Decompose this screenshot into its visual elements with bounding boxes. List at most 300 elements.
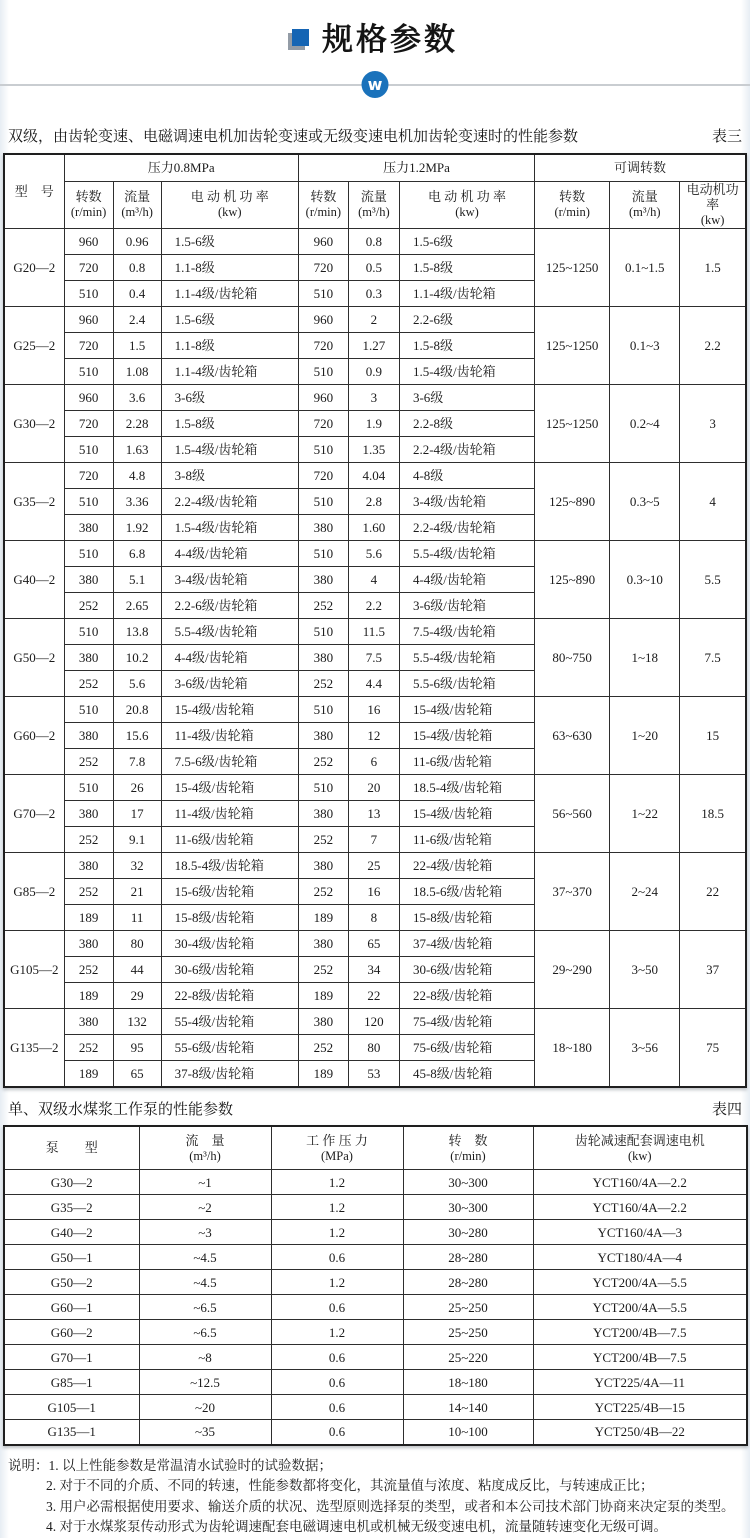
table-cell: 5.5-4级/齿轮箱 <box>161 619 298 645</box>
table-cell: ~8 <box>139 1345 271 1370</box>
table-cell: 0.4 <box>113 281 161 307</box>
col-group-adjustable-speed: 可调转数 <box>535 154 746 181</box>
model-cell: G30—2 <box>4 1170 139 1195</box>
col-header-gear-motor: 齿轮减速配套调速电机 (kw) <box>533 1126 747 1170</box>
model-cell: G35—2 <box>4 463 64 541</box>
adjust-cell: 0.3~5 <box>610 463 680 541</box>
table-cell: 3-6级/齿轮箱 <box>161 671 298 697</box>
table-cell: 30~300 <box>403 1170 533 1195</box>
table-cell: 380 <box>64 567 113 593</box>
table-cell: 252 <box>64 1035 113 1061</box>
table-cell: 1.60 <box>348 515 399 541</box>
table-cell: 75-4级/齿轮箱 <box>399 1009 534 1035</box>
table-cell: ~1 <box>139 1170 271 1195</box>
table-cell: 0.96 <box>113 229 161 255</box>
table-cell: 510 <box>298 437 348 463</box>
table-cell: 30~300 <box>403 1195 533 1220</box>
table-cell: 55-4级/齿轮箱 <box>161 1009 298 1035</box>
table-cell: 380 <box>298 567 348 593</box>
adjust-cell: 125~1250 <box>535 385 610 463</box>
table-cell: 189 <box>298 905 348 931</box>
table-cell: 720 <box>298 463 348 489</box>
table-cell: 7 <box>348 827 399 853</box>
table-cell: 3-6级/齿轮箱 <box>399 593 534 619</box>
table-cell: 17 <box>113 801 161 827</box>
table-cell: YCT200/4B—7.5 <box>533 1345 747 1370</box>
col-group-pressure-08mpa: 压力0.8MPa <box>64 154 298 181</box>
table-cell: 15-8级/齿轮箱 <box>399 905 534 931</box>
adjust-cell: 0.1~1.5 <box>610 229 680 307</box>
table-row <box>4 775 746 801</box>
table-cell: 252 <box>64 593 113 619</box>
model-cell: G20—2 <box>4 229 64 307</box>
table-cell: 252 <box>64 879 113 905</box>
note-text: 3. 用户必需根据使用要求、输送介质的状况、选型原则选择泵的类型，或者和本公司技术部门协商来决定泵的类型。 <box>46 1498 735 1514</box>
note-text: 4. 对于水煤浆泵传动形式为齿轮调速配套电磁调速电机或机械无级变速电机，流量随转速变化无级可调。 <box>46 1519 667 1535</box>
table-cell: 380 <box>298 1009 348 1035</box>
table-cell: 252 <box>298 827 348 853</box>
adjust-cell: 5.5 <box>680 541 746 619</box>
table-cell: 0.3 <box>348 281 399 307</box>
table-cell: 132 <box>113 1009 161 1035</box>
table-cell: ~3 <box>139 1220 271 1245</box>
table-row <box>4 1395 747 1420</box>
adjust-cell: 1.5 <box>680 229 746 307</box>
table-cell: 960 <box>298 229 348 255</box>
table-cell: 11-4级/齿轮箱 <box>161 801 298 827</box>
table-row <box>4 853 746 879</box>
table-cell: 252 <box>298 879 348 905</box>
table-cell: 960 <box>64 307 113 333</box>
col-header-motor-power: 电 动 机 功 率 (kw) <box>399 181 534 229</box>
table-cell: 510 <box>64 489 113 515</box>
table-cell: YCT250/4B—22 <box>533 1420 747 1445</box>
table-cell: 380 <box>64 723 113 749</box>
table-cell: 2.2-4级/齿轮箱 <box>161 489 298 515</box>
model-cell: G85—2 <box>4 853 64 931</box>
table-cell: YCT160/4A—2.2 <box>533 1195 747 1220</box>
table-cell: 1.5-4级/齿轮箱 <box>161 515 298 541</box>
adjust-cell: 2.2 <box>680 307 746 385</box>
note-line <box>8 1456 747 1477</box>
table-cell: 189 <box>64 1061 113 1087</box>
table-cell: 20.8 <box>113 697 161 723</box>
model-cell: G50—2 <box>4 1270 139 1295</box>
table-cell: 0.5 <box>348 255 399 281</box>
table-cell: ~4.5 <box>139 1245 271 1270</box>
table-cell: 30~280 <box>403 1220 533 1245</box>
table-cell: 4.04 <box>348 463 399 489</box>
table-cell: 0.6 <box>271 1345 403 1370</box>
adjust-cell: 18~180 <box>535 1009 610 1087</box>
table-cell: 120 <box>348 1009 399 1035</box>
table-cell: 18.5-4级/齿轮箱 <box>161 853 298 879</box>
col-header-flow: 流量 (m³/h) <box>113 181 161 229</box>
title-accent-square-icon <box>292 29 309 46</box>
model-cell: G105—2 <box>4 931 64 1009</box>
table-cell: 28~280 <box>403 1245 533 1270</box>
table-cell: YCT200/4A—5.5 <box>533 1295 747 1320</box>
page-title <box>3 12 747 60</box>
model-cell: G50—1 <box>4 1245 139 1270</box>
col-header-flow: 流量 (m³/h) <box>348 181 399 229</box>
table-cell: 0.9 <box>348 359 399 385</box>
table-cell: 0.6 <box>271 1370 403 1395</box>
table-cell: 5.6 <box>348 541 399 567</box>
note-line <box>8 1497 747 1518</box>
table-cell: 28~280 <box>403 1270 533 1295</box>
table-cell: 960 <box>64 229 113 255</box>
table-row <box>4 1170 747 1195</box>
table-cell: 14~140 <box>403 1395 533 1420</box>
table-cell: 510 <box>64 437 113 463</box>
table-cell: 5.5-4级/齿轮箱 <box>399 645 534 671</box>
table-cell: 510 <box>298 619 348 645</box>
table-cell: 720 <box>64 411 113 437</box>
adjust-cell: 75 <box>680 1009 746 1087</box>
table-cell: 15-4级/齿轮箱 <box>161 697 298 723</box>
table-row <box>4 1009 746 1035</box>
table-cell: YCT200/4B—7.5 <box>533 1320 747 1345</box>
table-cell: 3 <box>348 385 399 411</box>
table-cell: 12 <box>348 723 399 749</box>
page-title-text: 规格参数 <box>322 21 458 57</box>
table-cell: 21 <box>113 879 161 905</box>
adjust-cell: 37 <box>680 931 746 1009</box>
table-cell: 4-4级/齿轮箱 <box>399 567 534 593</box>
table-cell: 25 <box>348 853 399 879</box>
table-cell: 11 <box>113 905 161 931</box>
table-row <box>4 1295 747 1320</box>
adjust-cell: 0.1~3 <box>610 307 680 385</box>
table-cell: 510 <box>298 775 348 801</box>
table-cell: 25~220 <box>403 1345 533 1370</box>
table-cell: 1.5-6级 <box>161 229 298 255</box>
table-cell: 2.8 <box>348 489 399 515</box>
model-cell: G135—1 <box>4 1420 139 1445</box>
table-cell: 75-6级/齿轮箱 <box>399 1035 534 1061</box>
table-cell: 1.5-6级 <box>399 229 534 255</box>
adjust-cell: 22 <box>680 853 746 931</box>
table-cell: 252 <box>298 957 348 983</box>
adjust-cell: 37~370 <box>535 853 610 931</box>
table-cell: 1.5-4级/齿轮箱 <box>399 359 534 385</box>
table-row <box>4 1420 747 1445</box>
table-cell: 29 <box>113 983 161 1009</box>
section-divider <box>3 70 747 102</box>
table-cell: 189 <box>64 983 113 1009</box>
table-cell: 18~180 <box>403 1370 533 1395</box>
table-cell: YCT225/4A—11 <box>533 1370 747 1395</box>
table-cell: 1.1-4级/齿轮箱 <box>399 281 534 307</box>
table-cell: 2.2 <box>348 593 399 619</box>
table-cell: 5.5-4级/齿轮箱 <box>399 541 534 567</box>
note-line <box>8 1476 747 1497</box>
table-cell: 80 <box>113 931 161 957</box>
table-cell: 8 <box>348 905 399 931</box>
table-cell: 5.1 <box>113 567 161 593</box>
table-cell: 1.2 <box>271 1170 403 1195</box>
col-header-flow: 流 量 (m³/h) <box>139 1126 271 1170</box>
col-header-speed: 转 数 (r/min) <box>403 1126 533 1170</box>
model-cell: G35—2 <box>4 1195 139 1220</box>
table-cell: 380 <box>298 645 348 671</box>
table-cell: 7.8 <box>113 749 161 775</box>
table-cell: 0.6 <box>271 1245 403 1270</box>
model-cell: G60—1 <box>4 1295 139 1320</box>
table-cell: 5.5-6级/齿轮箱 <box>399 671 534 697</box>
table-cell: 2.28 <box>113 411 161 437</box>
table-cell: 252 <box>64 827 113 853</box>
adjust-cell: 3~50 <box>610 931 680 1009</box>
table-cell: 15-6级/齿轮箱 <box>161 879 298 905</box>
table-cell: 7.5 <box>348 645 399 671</box>
col-header-working-pressure: 工 作 压 力 (MPa) <box>271 1126 403 1170</box>
table-cell: 252 <box>64 749 113 775</box>
table4-label: 表四 <box>711 1101 742 1118</box>
table-row <box>4 1270 747 1295</box>
table-cell: 1.92 <box>113 515 161 541</box>
table3-label: 表三 <box>711 129 742 145</box>
table-cell: 22-8级/齿轮箱 <box>161 983 298 1009</box>
table-row <box>4 1345 747 1370</box>
model-cell: G70—2 <box>4 775 64 853</box>
model-cell: G30—2 <box>4 385 64 463</box>
table3-caption: 双级，由齿轮变速、电磁调速电机加齿轮变速或无级变速电机加齿轮变速时的性能参数 <box>8 129 579 145</box>
table-cell: 4-4级/齿轮箱 <box>161 645 298 671</box>
table-cell: 189 <box>298 983 348 1009</box>
table-cell: 510 <box>64 697 113 723</box>
table-cell: 11-6级/齿轮箱 <box>399 827 534 853</box>
table-cell: 380 <box>64 853 113 879</box>
adjust-cell: 0.2~4 <box>610 385 680 463</box>
table-cell: 13.8 <box>113 619 161 645</box>
table-cell: YCT225/4B—15 <box>533 1395 747 1420</box>
table-cell: 189 <box>298 1061 348 1087</box>
col-header-speed: 转数 (r/min) <box>535 181 610 229</box>
table3-header-sub-row <box>4 181 746 229</box>
adjust-cell: 125~890 <box>535 463 610 541</box>
table-cell: 65 <box>348 931 399 957</box>
table-cell: 0.8 <box>348 229 399 255</box>
table-cell: 26 <box>113 775 161 801</box>
table-cell: 55-6级/齿轮箱 <box>161 1035 298 1061</box>
table-cell: 30-4级/齿轮箱 <box>161 931 298 957</box>
table-cell: 37-8级/齿轮箱 <box>161 1061 298 1087</box>
adjust-cell: 63~630 <box>535 697 610 775</box>
table-cell: 22-8级/齿轮箱 <box>399 983 534 1009</box>
table-cell: 25~250 <box>403 1320 533 1345</box>
table-cell: 380 <box>298 801 348 827</box>
table4-caption: 单、双级水煤浆工作泵的性能参数 <box>8 1101 234 1118</box>
table-cell: 0.6 <box>271 1295 403 1320</box>
table-cell: 1.27 <box>348 333 399 359</box>
slurry-pump-performance-table <box>3 1125 748 1446</box>
table-cell: 1.5-6级 <box>161 307 298 333</box>
table-cell: 380 <box>298 723 348 749</box>
table-cell: 510 <box>64 775 113 801</box>
model-cell: G70—1 <box>4 1345 139 1370</box>
model-cell: G105—1 <box>4 1395 139 1420</box>
table-cell: 510 <box>298 541 348 567</box>
table-cell: 3-4级/齿轮箱 <box>161 567 298 593</box>
adjust-cell: 7.5 <box>680 619 746 697</box>
table-cell: 510 <box>64 359 113 385</box>
table-cell: 15-4级/齿轮箱 <box>399 697 534 723</box>
table-cell: 960 <box>64 385 113 411</box>
table-cell: ~12.5 <box>139 1370 271 1395</box>
table-cell: 380 <box>298 515 348 541</box>
adjust-cell: 18.5 <box>680 775 746 853</box>
table-cell: ~4.5 <box>139 1270 271 1295</box>
table-cell: 252 <box>64 957 113 983</box>
table-cell: 380 <box>64 1009 113 1035</box>
table-cell: 30-6级/齿轮箱 <box>161 957 298 983</box>
adjust-cell: 15 <box>680 697 746 775</box>
table-cell: 1.35 <box>348 437 399 463</box>
table-cell: 9.1 <box>113 827 161 853</box>
table-cell: 1.5-8级 <box>399 255 534 281</box>
table-cell: 15-4级/齿轮箱 <box>161 775 298 801</box>
adjust-cell: 1~20 <box>610 697 680 775</box>
table-cell: 4.4 <box>348 671 399 697</box>
table-cell: 720 <box>64 463 113 489</box>
table-cell: 1.2 <box>271 1270 403 1295</box>
table-cell: 15-4级/齿轮箱 <box>399 801 534 827</box>
table-cell: 960 <box>298 385 348 411</box>
model-cell: G50—2 <box>4 619 64 697</box>
table-cell: 1.08 <box>113 359 161 385</box>
table4-header-row <box>4 1126 747 1170</box>
table-cell: 16 <box>348 697 399 723</box>
table-cell: 11-6级/齿轮箱 <box>399 749 534 775</box>
table-cell: 380 <box>64 931 113 957</box>
table-cell: 6.8 <box>113 541 161 567</box>
table-cell: 720 <box>64 255 113 281</box>
adjust-cell: 80~750 <box>535 619 610 697</box>
table-cell: 18.5-4级/齿轮箱 <box>399 775 534 801</box>
table-cell: 1.5 <box>113 333 161 359</box>
table-cell: YCT160/4A—3 <box>533 1220 747 1245</box>
table-cell: 380 <box>64 515 113 541</box>
table-row <box>4 931 746 957</box>
model-cell: G85—1 <box>4 1370 139 1395</box>
adjust-cell: 4 <box>680 463 746 541</box>
table-cell: 16 <box>348 879 399 905</box>
col-header-motor-power: 电 动 机 功 率 (kw) <box>161 181 298 229</box>
table-cell: 4-8级 <box>399 463 534 489</box>
table-cell: 2.4 <box>113 307 161 333</box>
table-cell: 510 <box>298 281 348 307</box>
col-header-speed: 转数 (r/min) <box>298 181 348 229</box>
col-header-flow: 流量 (m³/h) <box>610 181 680 229</box>
notes-label: 说明： <box>8 1457 49 1473</box>
table-cell: 380 <box>64 645 113 671</box>
table-cell: 4-4级/齿轮箱 <box>161 541 298 567</box>
col-group-pressure-12mpa: 压力1.2MPa <box>298 154 534 181</box>
table-cell: 25~250 <box>403 1295 533 1320</box>
table-cell: 11.5 <box>348 619 399 645</box>
table-row <box>4 463 746 489</box>
table-cell: 22-4级/齿轮箱 <box>399 853 534 879</box>
table-cell: 1.1-4级/齿轮箱 <box>161 281 298 307</box>
table-row <box>4 619 746 645</box>
table-row <box>4 697 746 723</box>
table-cell: 252 <box>298 1035 348 1061</box>
table-cell: 22 <box>348 983 399 1009</box>
table-cell: 1.1-8级 <box>161 333 298 359</box>
table-cell: 18.5-6级/齿轮箱 <box>399 879 534 905</box>
model-cell: G60—2 <box>4 1320 139 1345</box>
table-cell: 510 <box>64 541 113 567</box>
col-header-motor-power: 电动机功率 (kw) <box>680 181 746 229</box>
model-cell: G60—2 <box>4 697 64 775</box>
table-cell: 3-8级 <box>161 463 298 489</box>
table-cell: 2.2-6级/齿轮箱 <box>161 593 298 619</box>
table-cell: 3.6 <box>113 385 161 411</box>
table-cell: 510 <box>64 281 113 307</box>
adjust-cell: 3~56 <box>610 1009 680 1087</box>
table-row <box>4 1195 747 1220</box>
adjust-cell: 56~560 <box>535 775 610 853</box>
adjust-cell: 125~890 <box>535 541 610 619</box>
adjust-cell: 3 <box>680 385 746 463</box>
table-cell: 1.5-8级 <box>161 411 298 437</box>
table-row <box>4 541 746 567</box>
note-line <box>8 1517 747 1538</box>
table-row <box>4 385 746 411</box>
table-cell: ~6.5 <box>139 1295 271 1320</box>
table3-caption-row <box>3 125 747 146</box>
model-cell: G135—2 <box>4 1009 64 1087</box>
col-header-model: 型 号 <box>4 154 64 229</box>
dual-stage-performance-table <box>3 153 747 1088</box>
table-cell: 15-4级/齿轮箱 <box>399 723 534 749</box>
table-cell: 720 <box>298 255 348 281</box>
table-cell: 3.36 <box>113 489 161 515</box>
model-cell: G40—2 <box>4 541 64 619</box>
table-row <box>4 307 746 333</box>
adjust-cell: 2~24 <box>610 853 680 931</box>
table-cell: 3-6级 <box>161 385 298 411</box>
table-cell: 37-4级/齿轮箱 <box>399 931 534 957</box>
table-cell: 252 <box>298 671 348 697</box>
table-cell: 44 <box>113 957 161 983</box>
table-cell: 4.8 <box>113 463 161 489</box>
table-cell: 720 <box>64 333 113 359</box>
table-cell: 95 <box>113 1035 161 1061</box>
adjust-cell: 29~290 <box>535 931 610 1009</box>
table4-caption-row <box>3 1098 747 1119</box>
table-cell: 510 <box>64 619 113 645</box>
table-row <box>4 1245 747 1270</box>
adjust-cell: 0.3~10 <box>610 541 680 619</box>
table-cell: 10.2 <box>113 645 161 671</box>
table-cell: 5.6 <box>113 671 161 697</box>
table-cell: 252 <box>298 749 348 775</box>
table-cell: 252 <box>298 593 348 619</box>
table-cell: 4 <box>348 567 399 593</box>
table-cell: ~35 <box>139 1420 271 1445</box>
table-cell: 3-6级 <box>399 385 534 411</box>
table-cell: 1.63 <box>113 437 161 463</box>
table-cell: 0.6 <box>271 1395 403 1420</box>
table-cell: 1.5-4级/齿轮箱 <box>161 437 298 463</box>
table-cell: ~2 <box>139 1195 271 1220</box>
table-cell: 1.5-8级 <box>399 333 534 359</box>
model-cell: G40—2 <box>4 1220 139 1245</box>
adjust-cell: 1~18 <box>610 619 680 697</box>
